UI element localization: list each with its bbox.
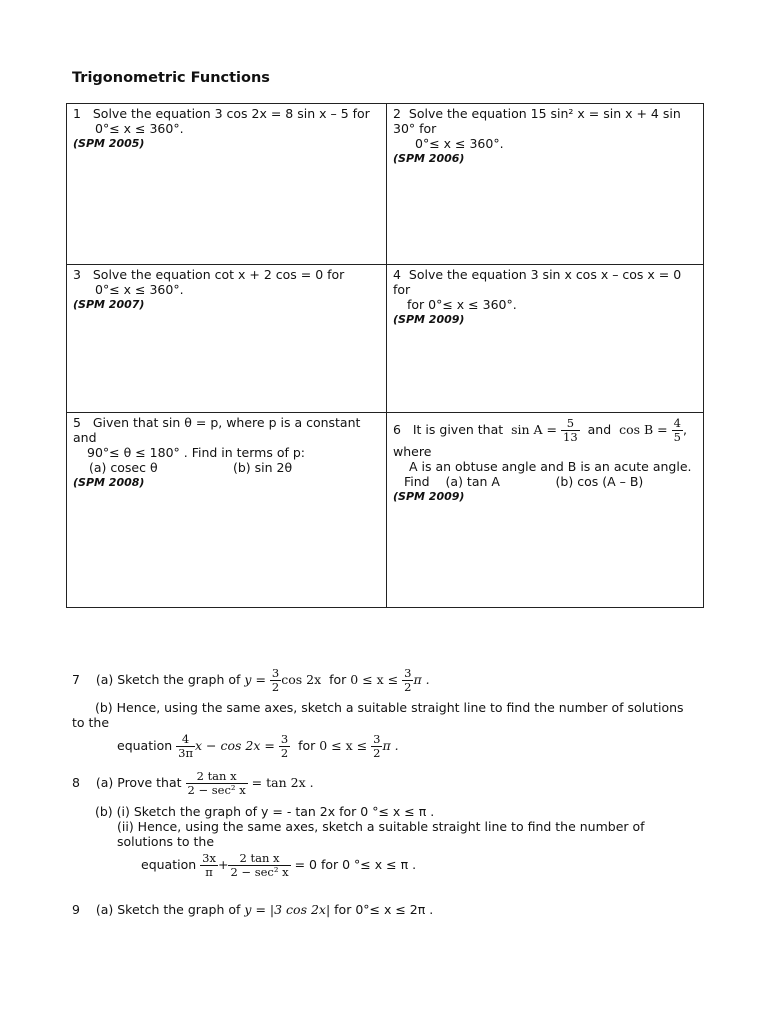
question-3-source: (SPM 2007) [73, 298, 145, 311]
question-9: 9 (a) Sketch the graph of y = |3 cos 2x| for 0°≤ x ≤ 2π . [72, 902, 434, 917]
question-6-where: where [393, 444, 432, 459]
question-6-cell: 6 It is given that sin A = $\frac{5}{13}$ and cos B = $\frac{4}{5}$ , where A is an obtuse angle and B is an acute angle. Find (a) tan A (b) cos (A – B) (SPM 2009) [387, 413, 704, 608]
question-1-cell [67, 104, 387, 265]
question-5-part-a: (a) cosec θ [89, 460, 158, 475]
fraction-4-5: $\frac{4}{5}$ [673, 416, 681, 444]
questions-table [66, 103, 704, 608]
question-3-range: 0°≤ x ≤ 360°. [95, 282, 184, 297]
question-1-number: 1 [73, 106, 81, 121]
fraction-5-13: $\frac{5}{13}$ [563, 416, 578, 444]
question-4-text: Solve the equation 3 sin x cos x – cos x = 0 for [393, 267, 682, 297]
question-4-source: (SPM 2009) [393, 313, 465, 326]
fraction-3-2-eq-range: $\frac{3}{2}$ [373, 732, 381, 760]
sin-a-label: sin A = [511, 422, 558, 437]
question-7-part-b: (b) Hence, using the same axes, sketch a suitable straight line to find the number of solutions [95, 700, 684, 715]
question-6-line2: A is an obtuse angle and B is an acute angle. [409, 459, 692, 474]
question-8: 8 (a) Prove that $\frac{\text{2 tan x}}{\text{2 − sec² x}}$ = tan 2x . [72, 769, 314, 797]
question-5-source: (SPM 2008) [73, 476, 145, 489]
question-3-text: Solve the equation cot x + 2 cos = 0 for [92, 267, 345, 282]
question-6-number: 6 [393, 422, 401, 437]
question-8-part-b-ii: (ii) Hence, using the same axes, sketch a suitable straight line to find the number of [117, 819, 645, 834]
fraction-4-3pi: $\frac{4}{3\pi}$ [178, 732, 194, 760]
fraction-3-2-range: $\frac{3}{2}$ [404, 666, 412, 694]
question-2-number: 2 [393, 106, 401, 121]
question-7-equation: equation $\frac{4}{3\pi}$ x − cos 2x = $\frac{3}{2}$ for 0 ≤ x ≤ $\frac{3}{2}$ π . [117, 732, 399, 760]
question-2-source: (SPM 2006) [393, 152, 465, 165]
cos-b-label: cos B = [619, 422, 668, 437]
question-4-cell [387, 265, 704, 413]
question-5-part-b: (b) sin 2θ [233, 460, 293, 475]
question-8-part-b-ii-cont: solutions to the [117, 834, 215, 849]
question-4-range: for 0°≤ x ≤ 360°. [407, 297, 517, 312]
question-3-cell [67, 265, 387, 413]
question-4-number: 4 [393, 267, 401, 282]
question-5-cell [67, 413, 387, 608]
question-8-part-b-i: (b) (i) Sketch the graph of y = - tan 2x for 0 °≤ x ≤ π . [95, 804, 435, 819]
question-2-text: Solve the equation 15 sin² x = sin x + 4 sin 30° for [393, 106, 681, 136]
fraction-3-2-eq: $\frac{3}{2}$ [280, 732, 289, 760]
question-1-text: Solve the equation 3 cos 2x = 8 sin x – 5 for [92, 106, 370, 121]
fraction-3x-pi: $\frac{3x}{\pi}$ [202, 851, 216, 879]
question-1-source: (SPM 2005) [73, 137, 145, 150]
question-2-range: 0°≤ x ≤ 360°. [415, 136, 504, 151]
question-6-part-b: (b) cos (A – B) [555, 474, 644, 489]
question-5-text: Given that sin θ = p, where p is a constant and [73, 415, 361, 445]
question-7: 7 (a) Sketch the graph of y = $\frac{3}{2}$ cos 2x for 0 ≤ x ≤ $\frac{3}{2}$ π . [72, 666, 430, 694]
question-6-part-a: (a) tan A [445, 474, 500, 489]
question-2-cell [387, 104, 704, 265]
question-8-equation: equation $\frac{3x}{\pi}$ + $\frac{\text{2 tan x}}{\text{2 − sec² x}}$ = 0 for 0 °≤ x ≤ π . [141, 851, 417, 879]
question-7-part-b-cont: to the [72, 715, 110, 730]
fraction-3-2: $\frac{3}{2}$ [271, 666, 280, 694]
question-3-number: 3 [73, 267, 81, 282]
fraction-2tanx-eq: $\frac{\text{2 tan x}}{\text{2 − sec² x}}$ [230, 851, 289, 879]
question-5-range: 90°≤ θ ≤ 180° . Find in terms of p: [87, 445, 305, 460]
question-1-range: 0°≤ x ≤ 360°. [95, 121, 184, 136]
page-title: Trigonometric Functions [72, 70, 270, 86]
question-6-text: It is given that [412, 422, 504, 437]
question-6-source: (SPM 2009) [393, 490, 465, 503]
question-5-number: 5 [73, 415, 81, 430]
fraction-2tanx: $\frac{\text{2 tan x}}{\text{2 − sec² x}}$ [187, 769, 246, 797]
